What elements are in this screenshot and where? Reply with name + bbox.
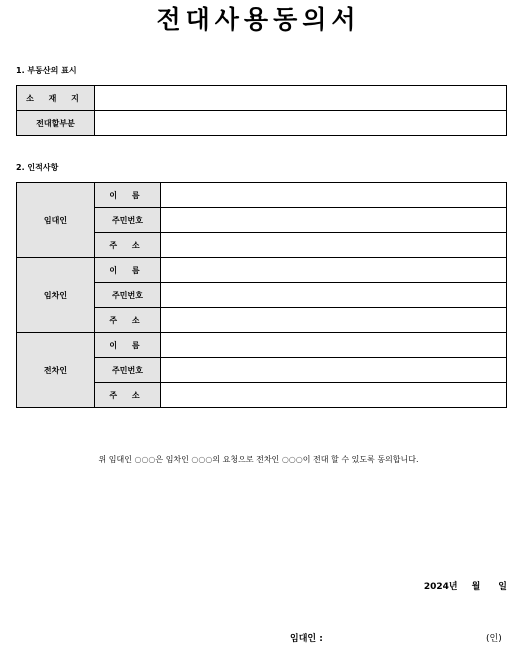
statement-text: 위 임대인 (98, 455, 135, 464)
field-label: 주 소 (109, 390, 146, 400)
subtenant-name-cell[interactable] (161, 333, 507, 358)
landlord-id-cell[interactable] (161, 208, 507, 233)
sublease-part-header: 전대할부분 (17, 111, 95, 136)
document-title: 전대사용동의서 (156, 5, 361, 34)
location-header-text: 소 재 지 (26, 93, 85, 103)
subtenant-name-header (95, 333, 161, 358)
table-row (17, 86, 507, 111)
subtenant-address-cell[interactable] (161, 383, 507, 408)
landlord-group-header: 임대인 (17, 183, 95, 258)
tenant-name-header (95, 258, 161, 283)
statement-text: 의 요청으로 전차인 (212, 455, 282, 464)
tenant-group-header: 임차인 (17, 258, 95, 333)
subtenant-placeholder: ○○○ (281, 455, 303, 464)
date-year: 2024년 (423, 582, 458, 592)
landlord-address-cell[interactable] (161, 233, 507, 258)
location-header (17, 86, 95, 111)
table-row (17, 111, 507, 136)
subtenant-address-header (95, 383, 161, 408)
tenant-id-header: 주민번호 (95, 283, 161, 308)
tenant-placeholder: ○○○ (191, 455, 213, 464)
section1-label: 1. 부동산의 표시 (16, 66, 77, 75)
sublease-part-value-cell[interactable] (95, 111, 507, 136)
table-row (17, 183, 507, 208)
statement-text: 이 전대 할 수 있도록 동의합니다. (302, 455, 419, 464)
tenant-address-cell[interactable] (161, 308, 507, 333)
field-label: 주 소 (109, 315, 146, 325)
seal-mark: (인) (486, 634, 502, 644)
field-label: 이 름 (109, 190, 146, 200)
field-label: 이 름 (109, 340, 146, 350)
section2-label: 2. 인적사항 (16, 163, 59, 172)
subtenant-id-header: 주민번호 (95, 358, 161, 383)
subtenant-group-header: 전차인 (17, 333, 95, 408)
date-month: 월 (471, 582, 481, 592)
field-label: 주 소 (109, 240, 146, 250)
field-label: 이 름 (109, 265, 146, 275)
consent-statement (0, 454, 517, 466)
tenant-address-header (95, 308, 161, 333)
subtenant-id-cell[interactable] (161, 358, 507, 383)
date-day: 일 (498, 582, 507, 592)
tenant-id-cell[interactable] (161, 283, 507, 308)
landlord-address-header (95, 233, 161, 258)
signature-label: 임대인 : (290, 634, 323, 644)
tenant-name-cell[interactable] (161, 258, 507, 283)
table-row (17, 333, 507, 358)
table-row (17, 258, 507, 283)
landlord-id-header: 주민번호 (95, 208, 161, 233)
property-table (16, 85, 507, 136)
landlord-name-header (95, 183, 161, 208)
location-value-cell[interactable] (95, 86, 507, 111)
statement-text: 은 임차인 (155, 455, 192, 464)
personal-info-table (16, 182, 507, 408)
date-line (418, 579, 507, 592)
landlord-placeholder: ○○○ (134, 455, 156, 464)
landlord-name-cell[interactable] (161, 183, 507, 208)
